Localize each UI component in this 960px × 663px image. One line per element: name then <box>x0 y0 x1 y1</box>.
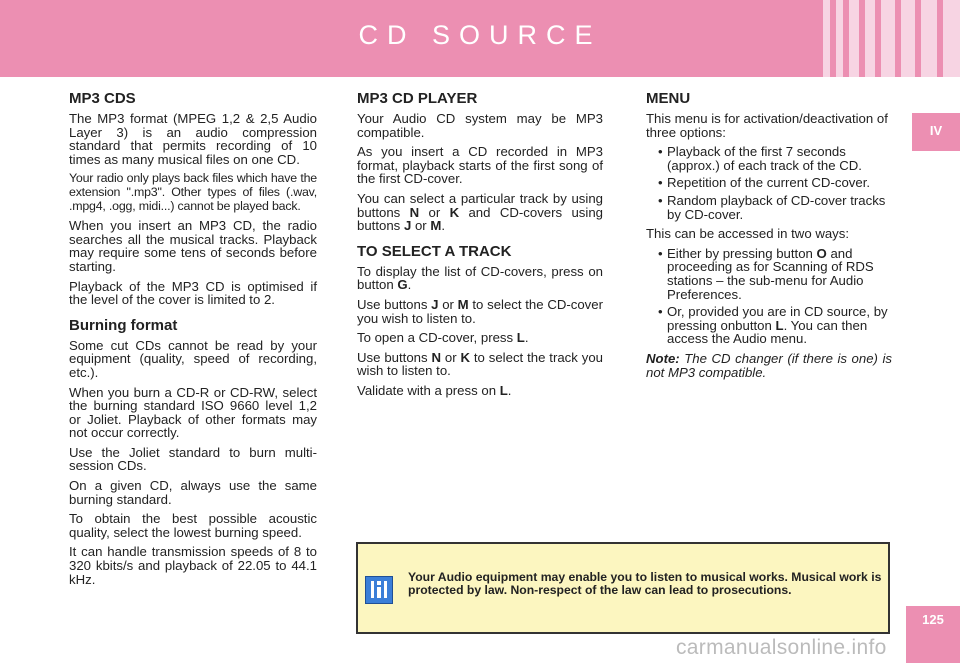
paragraph: When you burn a CD-R or CD-RW, select the burning standard ISO 9660 level 1,2 or Joliet. Playback of other formats may not occur correctly. <box>69 384 317 441</box>
paragraph: Use buttons J or M to select the CD-cover you wish to listen to. <box>357 296 604 326</box>
list-item: • Playback of the first 7 seconds (approx.) of each track of the CD. <box>658 145 892 172</box>
button-key: L <box>499 382 508 398</box>
section-heading: MENU <box>646 90 691 107</box>
section-heading: MP3 CDS <box>69 90 136 107</box>
button-key: N <box>409 204 420 220</box>
paragraph: On a given CD, always use the same burning standard. <box>69 478 317 507</box>
page-header <box>0 0 960 77</box>
list-item: • Random playback of CD-cover tracks by CD-cover. <box>658 194 892 221</box>
watermark: carmanualsonline.info <box>676 636 887 659</box>
section-heading: TO SELECT A TRACK <box>357 242 512 260</box>
paragraph: This menu is for activation/deactivation of three options: <box>646 111 888 140</box>
page-number: 125 <box>906 606 960 663</box>
button-key: L <box>516 330 525 346</box>
paragraph: This can be accessed in two ways: <box>646 226 850 242</box>
paragraph: As you insert a CD recorded in MP3 format, playback starts of the first song of the first CD-cover. <box>357 144 603 187</box>
button-key: K <box>449 204 460 220</box>
chapter-tab: IV <box>912 113 960 151</box>
info-box <box>356 542 890 634</box>
paragraph: The MP3 format (MPEG 1,2 & 2,5 Audio Layer 3) is an audio compression standard that permits recording of 10 times as many musical files on one CD. <box>69 111 317 167</box>
option-list <box>646 145 892 221</box>
button-key: N <box>431 349 441 365</box>
button-key: J <box>431 296 439 312</box>
column-mp3-cd-player <box>357 90 603 404</box>
button-key: G <box>397 277 408 293</box>
column-mp3-cds <box>69 90 317 592</box>
paragraph: To display the list of CD-covers, press on button G. <box>357 263 603 293</box>
note-label: Note: <box>646 350 680 366</box>
list-item: • Or, provided you are in CD source, by pressing onbutton L. You can then access the Audio menu. <box>658 305 892 346</box>
paragraph: Your radio only plays back files which have the extension ".mp3". Other types of files (.wav, .mpg4, .ogg, midi...) cannot be played back. <box>69 171 317 213</box>
button-key: L <box>775 317 784 333</box>
paragraph: Your Audio CD system may be MP3 compatible. <box>357 111 603 140</box>
paragraph: Playback of the MP3 CD is optimised if the level of the cover is limited to 2. <box>69 278 317 308</box>
paragraph: Some cut CDs cannot be read by your equipment (quality, speed of recording, etc.). <box>69 337 317 380</box>
section-heading: MP3 CD PLAYER <box>357 90 478 107</box>
column-menu <box>646 90 892 385</box>
paragraph: Validate with a press on L. <box>357 382 512 398</box>
paragraph: It can handle transmission speeds of 8 to 320 kbits/s and playback of 22.05 to 44.1 kHz. <box>69 544 317 587</box>
info-text: Your Audio equipment may enable you to listen to musical works. Musical work is protected by law. Non-respect of the law can lead to prosecutions. <box>408 570 882 597</box>
paragraph: When you insert an MP3 CD, the radio searches all the musical tracks. Playback may require some tens of seconds before starting. <box>69 218 317 274</box>
paragraph: To obtain the best possible acoustic quality, select the lowest burning speed. <box>69 511 317 540</box>
list-item: • Either by pressing button O and proceeding as for Scanning of RDS stations – the sub-menu for Audio Preferences. <box>658 247 892 301</box>
button-key: O <box>816 245 827 261</box>
button-key: J <box>403 218 412 234</box>
button-key: M <box>430 218 442 234</box>
paragraph: Use the Joliet standard to burn multi-session CDs. <box>69 444 317 474</box>
page-title: CD SOURCE <box>358 20 602 50</box>
note: Note: The CD changer (if there is one) is not MP3 compatible. <box>646 350 892 380</box>
button-key: K <box>460 349 471 365</box>
access-list <box>646 247 892 346</box>
list-item: • Repetition of the current CD-cover. <box>658 176 892 190</box>
paragraph: You can select a particular track by using buttons N or K and CD-covers using buttons J or M. <box>357 190 603 234</box>
paragraph: To open a CD-cover, press L. <box>357 330 529 346</box>
paragraph: Use buttons N or K to select the track you wish to listen to. <box>357 349 603 379</box>
info-icon <box>365 576 393 604</box>
section-heading: Burning format <box>69 316 178 334</box>
button-key: M <box>457 296 469 312</box>
